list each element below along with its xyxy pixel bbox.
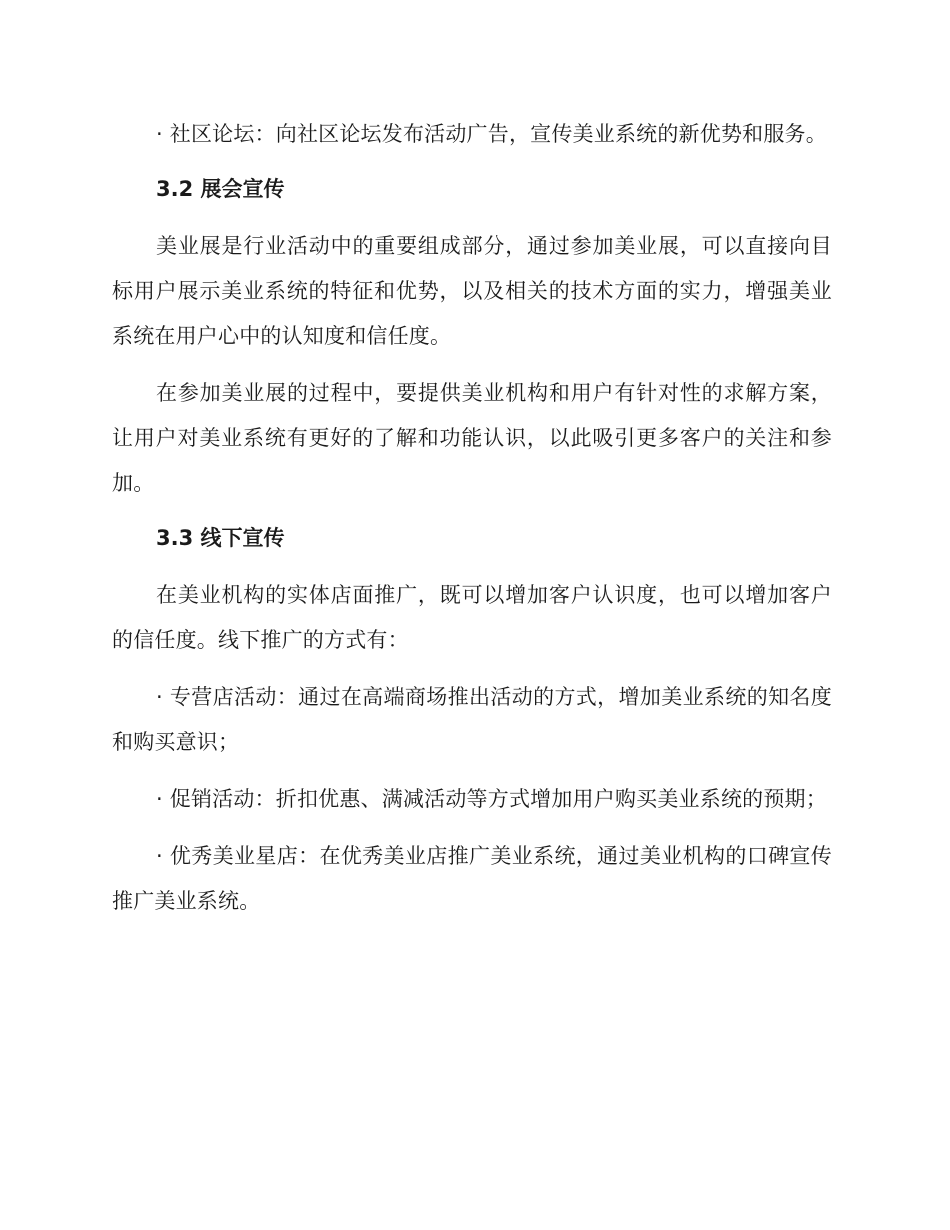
bullet-exclusive-store: · 专营店活动：通过在高端商场推出活动的方式，增加美业系统的知名度和购买意识； [112,685,832,754]
bullet-community-forum: · 社区论坛：向社区论坛发布活动广告，宣传美业系统的新优势和服务。 [156,122,827,146]
bullet-promotion: · 促销活动：折扣优惠、满减活动等方式增加用户购买美业系统的预期； [156,787,827,811]
section-heading-3-2: 3.2 展会宣传 [156,177,285,201]
paragraph-expo-intro: 美业展是行业活动中的重要组成部分，通过参加美业展，可以直接向目标用户展示美业系统的特征和优势，以及相关的技术方面的实力，增强美业系统在用户心中的认知度和信任度。 [112,234,832,348]
bullet-star-store: · 优秀美业星店：在优秀美业店推广美业系统，通过美业机构的口碑宣传推广美业系统。 [112,844,832,913]
paragraph-expo-process: 在参加美业展的过程中，要提供美业机构和用户有针对性的求解方案，让用户对美业系统有更好的了解和功能认识，以此吸引更多客户的关注和参加。 [112,381,832,495]
document-page [112,112,832,924]
paragraph-offline-intro: 在美业机构的实体店面推广，既可以增加客户认识度，也可以增加客户的信任度。线下推广的方式有： [112,583,832,652]
section-heading-3-3: 3.3 线下宣传 [156,526,285,550]
